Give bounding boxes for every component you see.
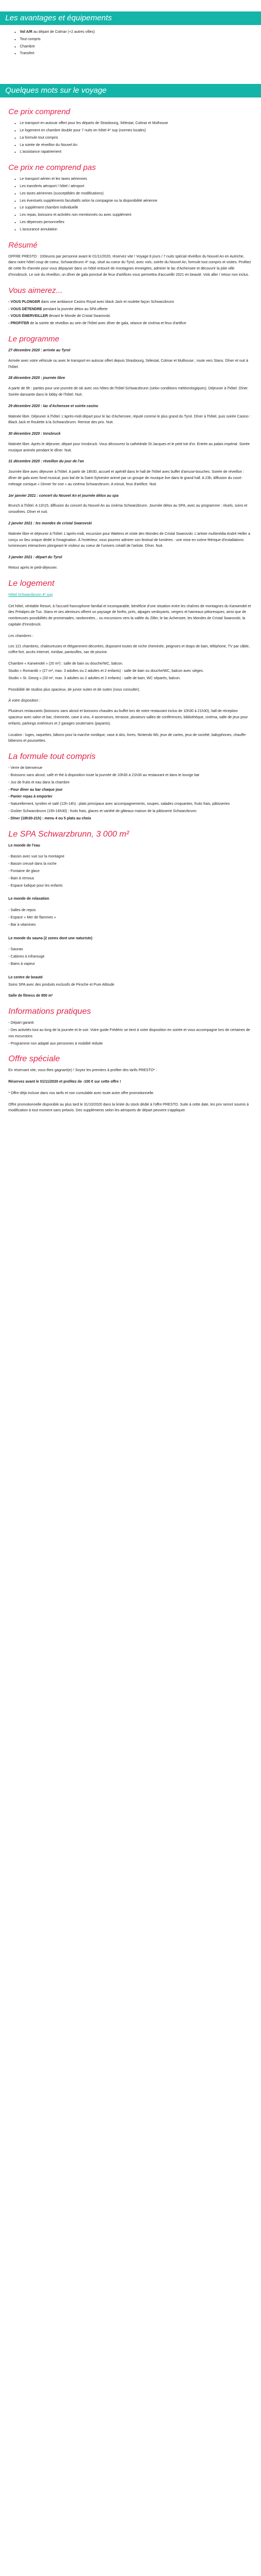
list-item: - Programme non adapté aux personnes à mobilité réduite [8,1041,103,1046]
list-item: - VOUS PLONGER dans une ambiance Casino Royal avec black Jack et roulette façon Schwarzbrunn [8,300,174,304]
list-item: - Naturellement, tyrolien et salé (12h-14h) : plats principaux avec accompagnements, soupes, salades croquantes, fruits frais, pâtisseries [8,802,230,806]
practical-list [8,1020,253,1047]
list-item: - Bains à vapeur [8,962,35,966]
day-text: Retour après le petit-déjeuner. [8,566,58,570]
list-item: - PROFITER de la soirée de réveillon au sein de l'hôtel avec dîner de gala, séance de cinéma et feux d'artifice [8,322,186,326]
wishes-title: Vous aimerez... [8,286,63,295]
list-item: - Départ garanti [8,1021,34,1025]
special-offer: Réservez avant le 01/11/2020 et profitez de -100 € sur cette offre ! [8,1080,121,1084]
list-item: • Chambre [20,44,261,50]
list-item: • L'assurance annulation [20,227,253,233]
list-item: - Pour dîner au bar chaque jour [8,788,63,792]
list-item: • Vol A/R au départ de Colmar (+2 autres villes) [20,29,261,35]
disposal-title: À votre disposition : [8,699,41,703]
day-title: 31 décembre 2020 : réveillon du jour de l'an [8,460,84,464]
special-intro: En réservant vite, vous êtes gagnant(e) ! Soyez les premiers à profiter des tarifs PRESTO* : [8,1069,157,1073]
location-text: Location : luges, raquettes, bâtons pour la marche nordique, vase à skis, livres, Nintendo Wii, jeux de cartes, jeux de société, babyphones, chauffe-biberons et poussettes. [8,733,247,743]
list-item: - Bar à vitamines [8,923,36,927]
list-item: • La soirée de réveillon du Nouvel An [20,142,253,149]
list-item: • L'assistance rapatriement [20,149,253,155]
trip-title: Quelques mots sur le voyage [5,86,107,95]
spa-beauty-title: Le centre de beauté [8,975,43,979]
list-item: • Le transport aérien et les taxes aériennes [20,176,253,182]
list-item: - Cabines à infrarouge [8,955,45,959]
spa-title: Le SPA Schwarzbrunn, 3 000 m² [8,829,129,839]
advantages-title: Les avantages et équipements [5,14,112,22]
room-options: Possibilité de studios plus spacieux, de junior suites et de suites (nous consulter). [8,688,140,692]
advantages-banner [0,11,261,25]
list-item: - Panier repas à emporter [8,795,53,799]
day-title: 1er janvier 2021 : concert du Nouvel An et journée détox au spa [8,494,118,498]
program-day [8,431,253,453]
room-type: Studio « Romantik » (27 m², max. 3 adultes ou 2 adultes et 2 enfants) : salle de bain ou douche/WC, balcon avec sièges. [8,669,204,673]
program-title: Le programme [8,334,60,344]
list-item: • Les repas, boissons et activités non mentionnés ou avec supplément [20,212,253,218]
special-note: * Offre déjà incluse dans nos tarifs et non cumulable avec toute autre offre promotionnelle. [8,1091,155,1095]
list-item: - Jus de fruits et eau dans la chambre [8,780,70,784]
day-text: Arrivée avec votre véhicule ou avec le transport en autocar offert depuis Strasbourg, Sélestat, Colmar et Mulhouse ; route vers Stans. Dîner et nuit à l'hôtel. [8,359,248,369]
spa-fitness: Salle de fitness de 850 m² [8,994,53,998]
day-title: 30 décembre 2020 : Innsbruck [8,432,61,436]
formula-title: La formule tout compris [8,752,96,762]
day-text: Matinée libre. Déjeuner à l'hôtel. L'après-midi départ pour le lac d'Achensee, réputé comme le plus grand du Tyrol. Dîner à l'hôtel, puis soirée Casino : Black Jack et Roulette à la Schwarzbrunn. Remise des prix. Nuit. [8,414,251,425]
included-title: Ce prix comprend [8,107,70,117]
trip-banner [0,84,261,97]
list-item: • Les dépenses personnelles [20,219,253,226]
list-item: - Bassin creusé dans la roche [8,862,57,866]
special-title: Offre spéciale [8,1054,60,1064]
practical-title: Informations pratiques [8,1007,91,1016]
spa-water-list [8,854,253,889]
program-day [8,555,253,571]
day-title: 28 décembre 2020 : journée libre [8,376,65,381]
day-title: 2 janvier 2021 : les mondes de cristal Swarovski [8,522,92,526]
program-day [8,459,253,487]
rooms-text: Les 121 chambres, chaleureuses et élégamment décorées, disposent toutes de niche cheminée, peignoirs et draps de bain, téléphone, TV par câble, coffre-fort, accès Internet, minibar, pantoufles, sac de piscine. [8,644,250,655]
excluded-title: Ce prix ne comprend pas [8,163,96,173]
list-item: • Le transport en autocar offert pour les départs de Strasbourg, Sélestat, Colmar et Mulhouse [20,120,253,127]
program-day [8,521,253,549]
program-day [8,375,253,398]
program-day [8,348,253,370]
list-item: - Fontaine de glace [8,869,40,873]
spa-sauna-title: Le monde du sauna (2 zones dont une naturiste) [8,936,93,940]
list-item: - Verre de bienvenue [8,766,42,770]
list-item: - Bassin avec vue sur la montagne [8,855,65,859]
rooms-title: Les chambres : [8,634,33,638]
hotel-link[interactable]: Hôtel Schwarzbrunn 4* sup [8,593,53,597]
day-text: A partir de 9h : parties pour une journée de ski avec vos hôtes de l'hôtel Schwarzbrunn (selon conditions météorologiques). Déjeuner à l'hôtel. Dîner. Soirée dansante dans le lobby de l'hôtel. Nuit. [8,387,248,397]
advantages-list [0,29,261,57]
list-item: • Les transferts aéroport / hôtel / aéroport [20,183,253,190]
wishes-list [8,299,253,327]
spa-relax-list [8,907,253,928]
day-title: 3 janvier 2021 : départ du Tyrol [8,556,62,560]
summary-title: Résumé [8,240,38,250]
list-item: - Goûter Schwarzbrunn (15h-16h30) : fruits frais, glaces et variété de gâteaux maison de la pâtisserie Schwarzbrunn [8,809,197,813]
day-title: 29 décembre 2020 : lac d'Achensee et soirée casino [8,404,99,408]
spa-water-title: Le monde de l'eau [8,843,40,848]
list-item: • Les éventuels suppléments facultatifs selon la compagnie ou la disponibilité aérienne [20,198,253,204]
list-item: • Les taxes aériennes (susceptibles de modifications) [20,191,253,197]
list-item: - Espace « Mer de flammes » [8,915,56,919]
list-item: • La formule tout compris [20,135,253,141]
summary-text: OFFRE PRESTO : 100euros par personne avant le 01/11/2020, réservez vite ! Voyage 8 jours / 7 nuits spécial réveillon du Nouvel An en Autriche, dans notre hôtel coup de coeur, Schwarzbrunn 4* sup, situé au coeur du Tyrol, avec vols, soirée du Nouvel An, formule tout compris et visites. Profitez de cette fin d'année pour vous dépayser dans un hôtel entouré de montagnes enneigées, admirer le lac d'Achensee et découvrir la jolie ville d'Innsbruck. Le soir du réveillon, un dîner de gala ponctué de feux d'artifices vous permettra d'accueillir 2021 en beauté. Vols aller / retour non inclus. [8,254,251,277]
list-item: - Dîner (18h30-21h) : menu 4 ou 5 plats au choix [8,816,91,820]
program-day [8,403,253,426]
special-note-2: Offre promotionnelle disponible au plus tard le 31/10/2020 dans la limite du stock dédié à l'offre PRESTO. Suite à cette date, les prix seront soumis à modification à tout moment sans préavis. Des suppléments selon les aéroports de départ peuvent s'appliquer. [8,1102,249,1113]
day-text: Matinée libre. Après le déjeuner, départ pour Innsbruck. Vous découvrez la cathédrale St-Jacques et le petit toit d'or. Entrée au palais impérial. Soirée musique animée pendant le dîner. Nuit. [8,442,250,452]
lodging-intro: Cet hôtel, véritable Resort, à l'accueil francophone familial et incomparable, bénéficie d'une situation entre les chaînes de montagnes du Karwendel et des Préalpes de Tux. Stans et ses alentours offrent un paysage de forêts, prés, alpages verdoyants, vergers et hameaux pittoresques, ainsi que de nombreuses possibilités de promenades, randonnées... ou excursions vers la vallée du Ziller, le lac Achensee, les Mondes de Cristal Swarovski, la capitale d'Innsbruck. [8,604,251,627]
day-text: Matinée libre et déjeuner à l'hôtel. L'après-midi, excursion pour Wattens et visite des Mondes de Cristal Swarovski. L'artiste multimédia André Heller a conçu un lieu unique dédié à l'imagination. À l'extérieur, vous pourrez admirer son festival de lumières : une mise en scène féérique d'installations lumineuses interactives plongeant le visiteur au coeur de l'univers créatif de l'artiste. Dîner. Nuit. [8,532,251,548]
program-day [8,493,253,516]
room-type: Chambre « Karwendel » (20 m²) : salle de bain ou douche/WC, balcon. [8,662,123,666]
list-item: - Salles de repos [8,909,36,913]
list-item: - VOUS ÉMERVEILLER devant le Monde de Cristal Swarovski [8,314,110,318]
list-item: • Tout compris [20,36,261,43]
lodging-title: Le logement [8,579,55,588]
day-text: Journée libre avec déjeuner à l'hôtel. A partir de 18h30, accueil et apéritif dans le hall de l'hôtel avec buffet d'amuse-bouches. Soirée de réveillon : dîner de gala avec fond musical, puis bal de la Saint-Sylvestre animé par un groupe de musique live dans le grand hall. A 23h, diffusion du court-métrage comique « Dinner for one » au cinéma Schwarzbrunn. A minuit, feux d'artifice. Nuit. [8,470,244,486]
list-item: - Boissons sans alcool, café et thé à disposition toute la journée de 10h30 à 21h30 au restaurant et dans le lounge bar [8,773,200,777]
spa-beauty-text: Soins SPA avec des produits exclusifs de Piroche et Pure Altitude [8,983,114,987]
spa-relax-title: Le monde de relaxation [8,897,50,901]
room-type: Studio « St. Georg » (33 m², max. 3 adultes ou 2 adultes et 2 enfants) : salle de bain, WC séparés, balcon. [8,676,181,680]
day-text: Brunch à l'hôtel. A 11h15, diffusion du concert du Nouvel An au cinéma Schwarzbrunn. Journée détox au SPA, avec au programme : rituels, soins et smoothies. Dîner et nuit. [8,504,247,514]
disposal-text: Plusieurs restaurants (boissons sans alcool et boissons chaudes au buffet lors de notre restaurant inclus de 10h30 à 21h30), hall de réception spacieux avec salon et bar, cheminée, cave à vins, 4 ascenseurs, terrasse, plusieurs salles de conférences, bibliothèque, cinéma, salle de jeux pour enfants, parkings extérieurs et 2 garages souterrains (payants). [8,709,248,726]
content [0,107,261,1114]
list-item: - Des activités tout au long de la journée et le soir. Votre guide Frédéric se tient à votre disposition en soirée et vous accompagne lors de certaines de vos excursions [8,1028,251,1038]
day-title: 27 décembre 2020 : arrivée au Tyrol [8,348,70,352]
list-item: - Bain à remous [8,876,34,880]
list-item: • Transfert [20,51,261,57]
spa-sauna-list [8,947,253,967]
list-item: • Le logement en chambre double pour 7 nuits en hôtel 4* sup (normes locales) [20,128,253,134]
formula-list [8,765,253,821]
included-list [8,120,253,155]
list-item: - Saunas [8,948,23,952]
list-item: • Le supplément chambre individuelle [20,205,253,211]
list-item: - VOUS DÉTENDRE pendant la journée détox au SPA offerte [8,307,108,311]
list-item: - Espace ludique pour les enfants [8,884,63,888]
excluded-list [8,176,253,232]
